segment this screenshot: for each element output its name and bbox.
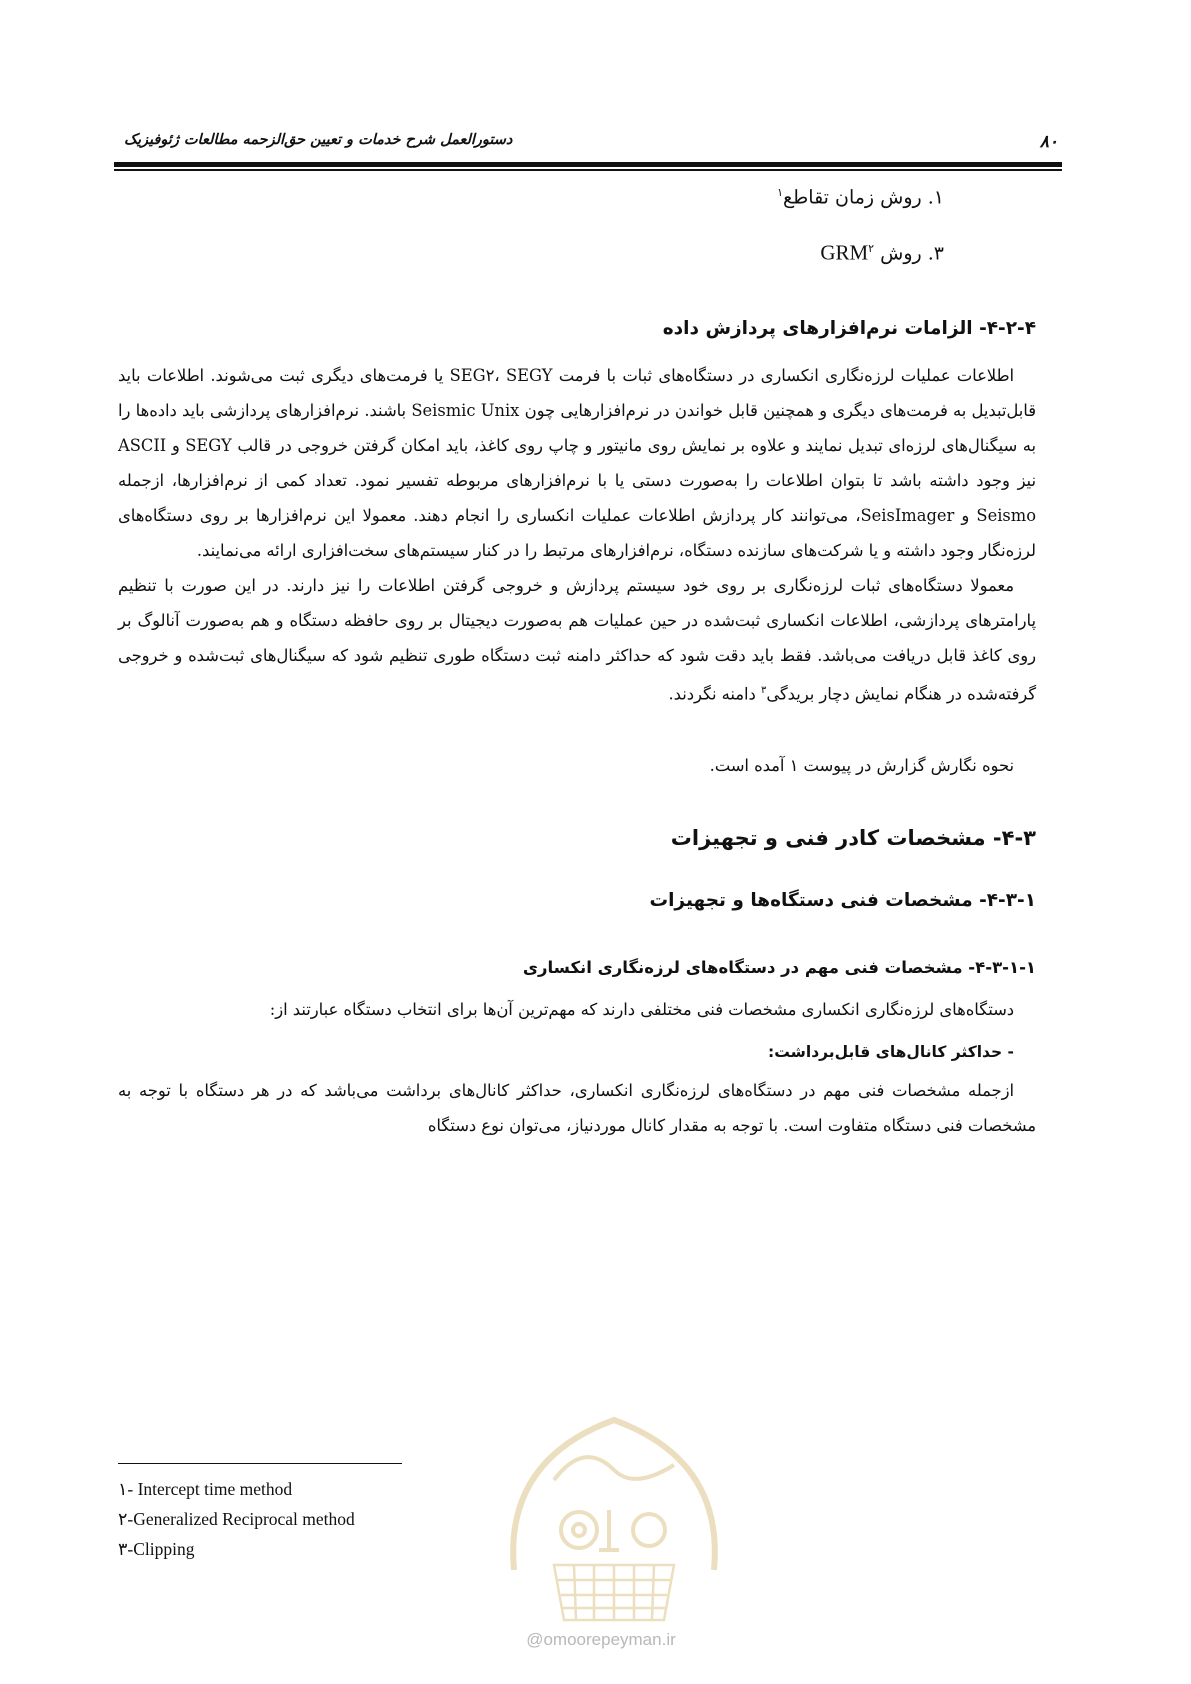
section-heading-4-2-4: ۴-۲-۴- الزامات نرم‌افزارهای پردازش داده xyxy=(662,317,1036,339)
header-rule-thick xyxy=(114,162,1062,167)
running-title: دستورالعمل شرح خدمات و تعیین حق‌الزحمه مطالعات ژئوفیزیک xyxy=(124,132,513,148)
page-header xyxy=(118,128,1058,162)
footnotes xyxy=(118,1474,478,1564)
devices-intro: دستگاه‌های لرزه‌نگاری انکساری مشخصات فنی مختلفی دارند که مهم‌ترین آن‌ها برای انتخاب دستگاه عبارتند از: xyxy=(269,1000,1014,1020)
footnote-ref: ۱ xyxy=(777,186,784,199)
watermark-logo-icon xyxy=(484,1400,744,1630)
list-item-text: روش زمان تقاطع xyxy=(783,186,922,209)
list-item-latin: GRM xyxy=(820,240,869,265)
bullet-heading: - حداکثر کانال‌های قابل‌برداشت: xyxy=(768,1043,1014,1062)
footnote-ref: ۳ xyxy=(760,684,767,696)
paragraph-1-text: اطلاعات عملیات لرزه‌نگاری انکساری در دستگاه‌های ثبات با فرمت SEG۲، SEGY یا فرمت‌های دیگری ثبت می‌شوند. اطلاعات باید قابل‌تبدیل به فرمت‌های دیگری و همچنین قابل خواندن در نرم‌افزارهایی چون Seismic Unix باشند. نرم‌افزارهای پردازشی باید داده‌ها را به سیگنال‌های لرزه‌ای تبدیل نمایند و علاوه بر نمایش روی مانیتور و چاپ روی کاغذ، باید امکان گرفتن خروجی در قالب SEGY و ASCII نیز وجود داشته باشد تا بتوان اطلاعات را به‌صورت دستی یا با نرم‌افزارهای مربوطه تفسیر نمود. تعداد کمی از نرم‌افزارها، ازجمله Seismo و SeisImager، می‌توانند کار پردازش اطلاعات عملیات انکساری را انجام دهند. معمولا این نرم‌افزارها بر روی دستگاه‌های لرزه‌نگار وجود داشته و یا شرکت‌های سازنده دستگاه، نرم‌افزارهای مرتبط را در کنار سیستم‌های سخت‌افزاری ارائه می‌نمایند. xyxy=(118,365,1037,560)
list-item-1 xyxy=(118,180,944,210)
footnote-2: ۲-Generalized Reciprocal method xyxy=(118,1509,355,1529)
paragraph-1 xyxy=(118,358,1036,568)
bullet-paragraph xyxy=(118,1073,1036,1143)
paragraph-2-tail: دامنه نگردند. xyxy=(668,684,761,704)
report-note: نحوه نگارش گزارش در پیوست ۱ آمده است. xyxy=(709,756,1014,776)
list-item-number: ۱. xyxy=(927,186,944,209)
list-item-2 xyxy=(118,236,944,266)
page-number: ۸۰ xyxy=(1039,132,1058,152)
bullet-paragraph-text: ازجمله مشخصات فنی مهم در دستگاه‌های لرزه‌نگاری انکساری، حداکثر کانال‌های برداشت می‌باشد که در هر دستگاه با توجه به مشخصات فنی دستگاه متفاوت است. با توجه به مقدار کانال موردنیاز، می‌توان نوع دستگاه xyxy=(118,1081,1036,1136)
paragraph-2 xyxy=(118,568,1036,711)
section-heading-4-3-1-1: ۴-۳-۱-۱- مشخصات فنی مهم در دستگاه‌های لرزه‌نگاری انکساری xyxy=(522,958,1036,978)
section-heading-4-3-1: ۴-۳-۱- مشخصات فنی دستگاه‌ها و تجهیزات xyxy=(649,890,1036,912)
list-item-text: روش xyxy=(880,242,922,265)
footnote-3: ۳-Clipping xyxy=(118,1539,195,1559)
section-heading-4-3: ۴-۳- مشخصات کادر فنی و تجهیزات xyxy=(670,826,1036,851)
header-rule-thin xyxy=(114,169,1062,171)
list-item-number: ۳. xyxy=(927,242,944,265)
paragraph-2-text: معمولا دستگاه‌های ثبات لرزه‌نگاری بر روی خود سیستم پردازش و خروجی گرفتن اطلاعات را نیز دارند. در این صورت با تنظیم پارامترهای پردازشی، اطلاعات انکساری ثبت‌شده در حین عملیات هم به‌صورت دیجیتال بر روی حافظه دستگاه و هم به‌صورت آنالوگ بر روی کاغذ قابل دریافت می‌باشد. فقط باید دقت شود که حداکثر دامنه ثبت دستگاه طوری تنظیم شود که سیگنال‌های ثبت‌شده و خروجی گرفته‌شده در هنگام نمایش دچار بریدگی xyxy=(118,575,1036,704)
watermark-text: @omoorepeyman.ir xyxy=(526,1630,676,1649)
footnote-ref: ۲ xyxy=(868,242,875,256)
footnote-rule xyxy=(118,1463,402,1464)
page-content xyxy=(118,180,1036,1143)
footnote-1: ۱- Intercept time method xyxy=(118,1479,293,1499)
